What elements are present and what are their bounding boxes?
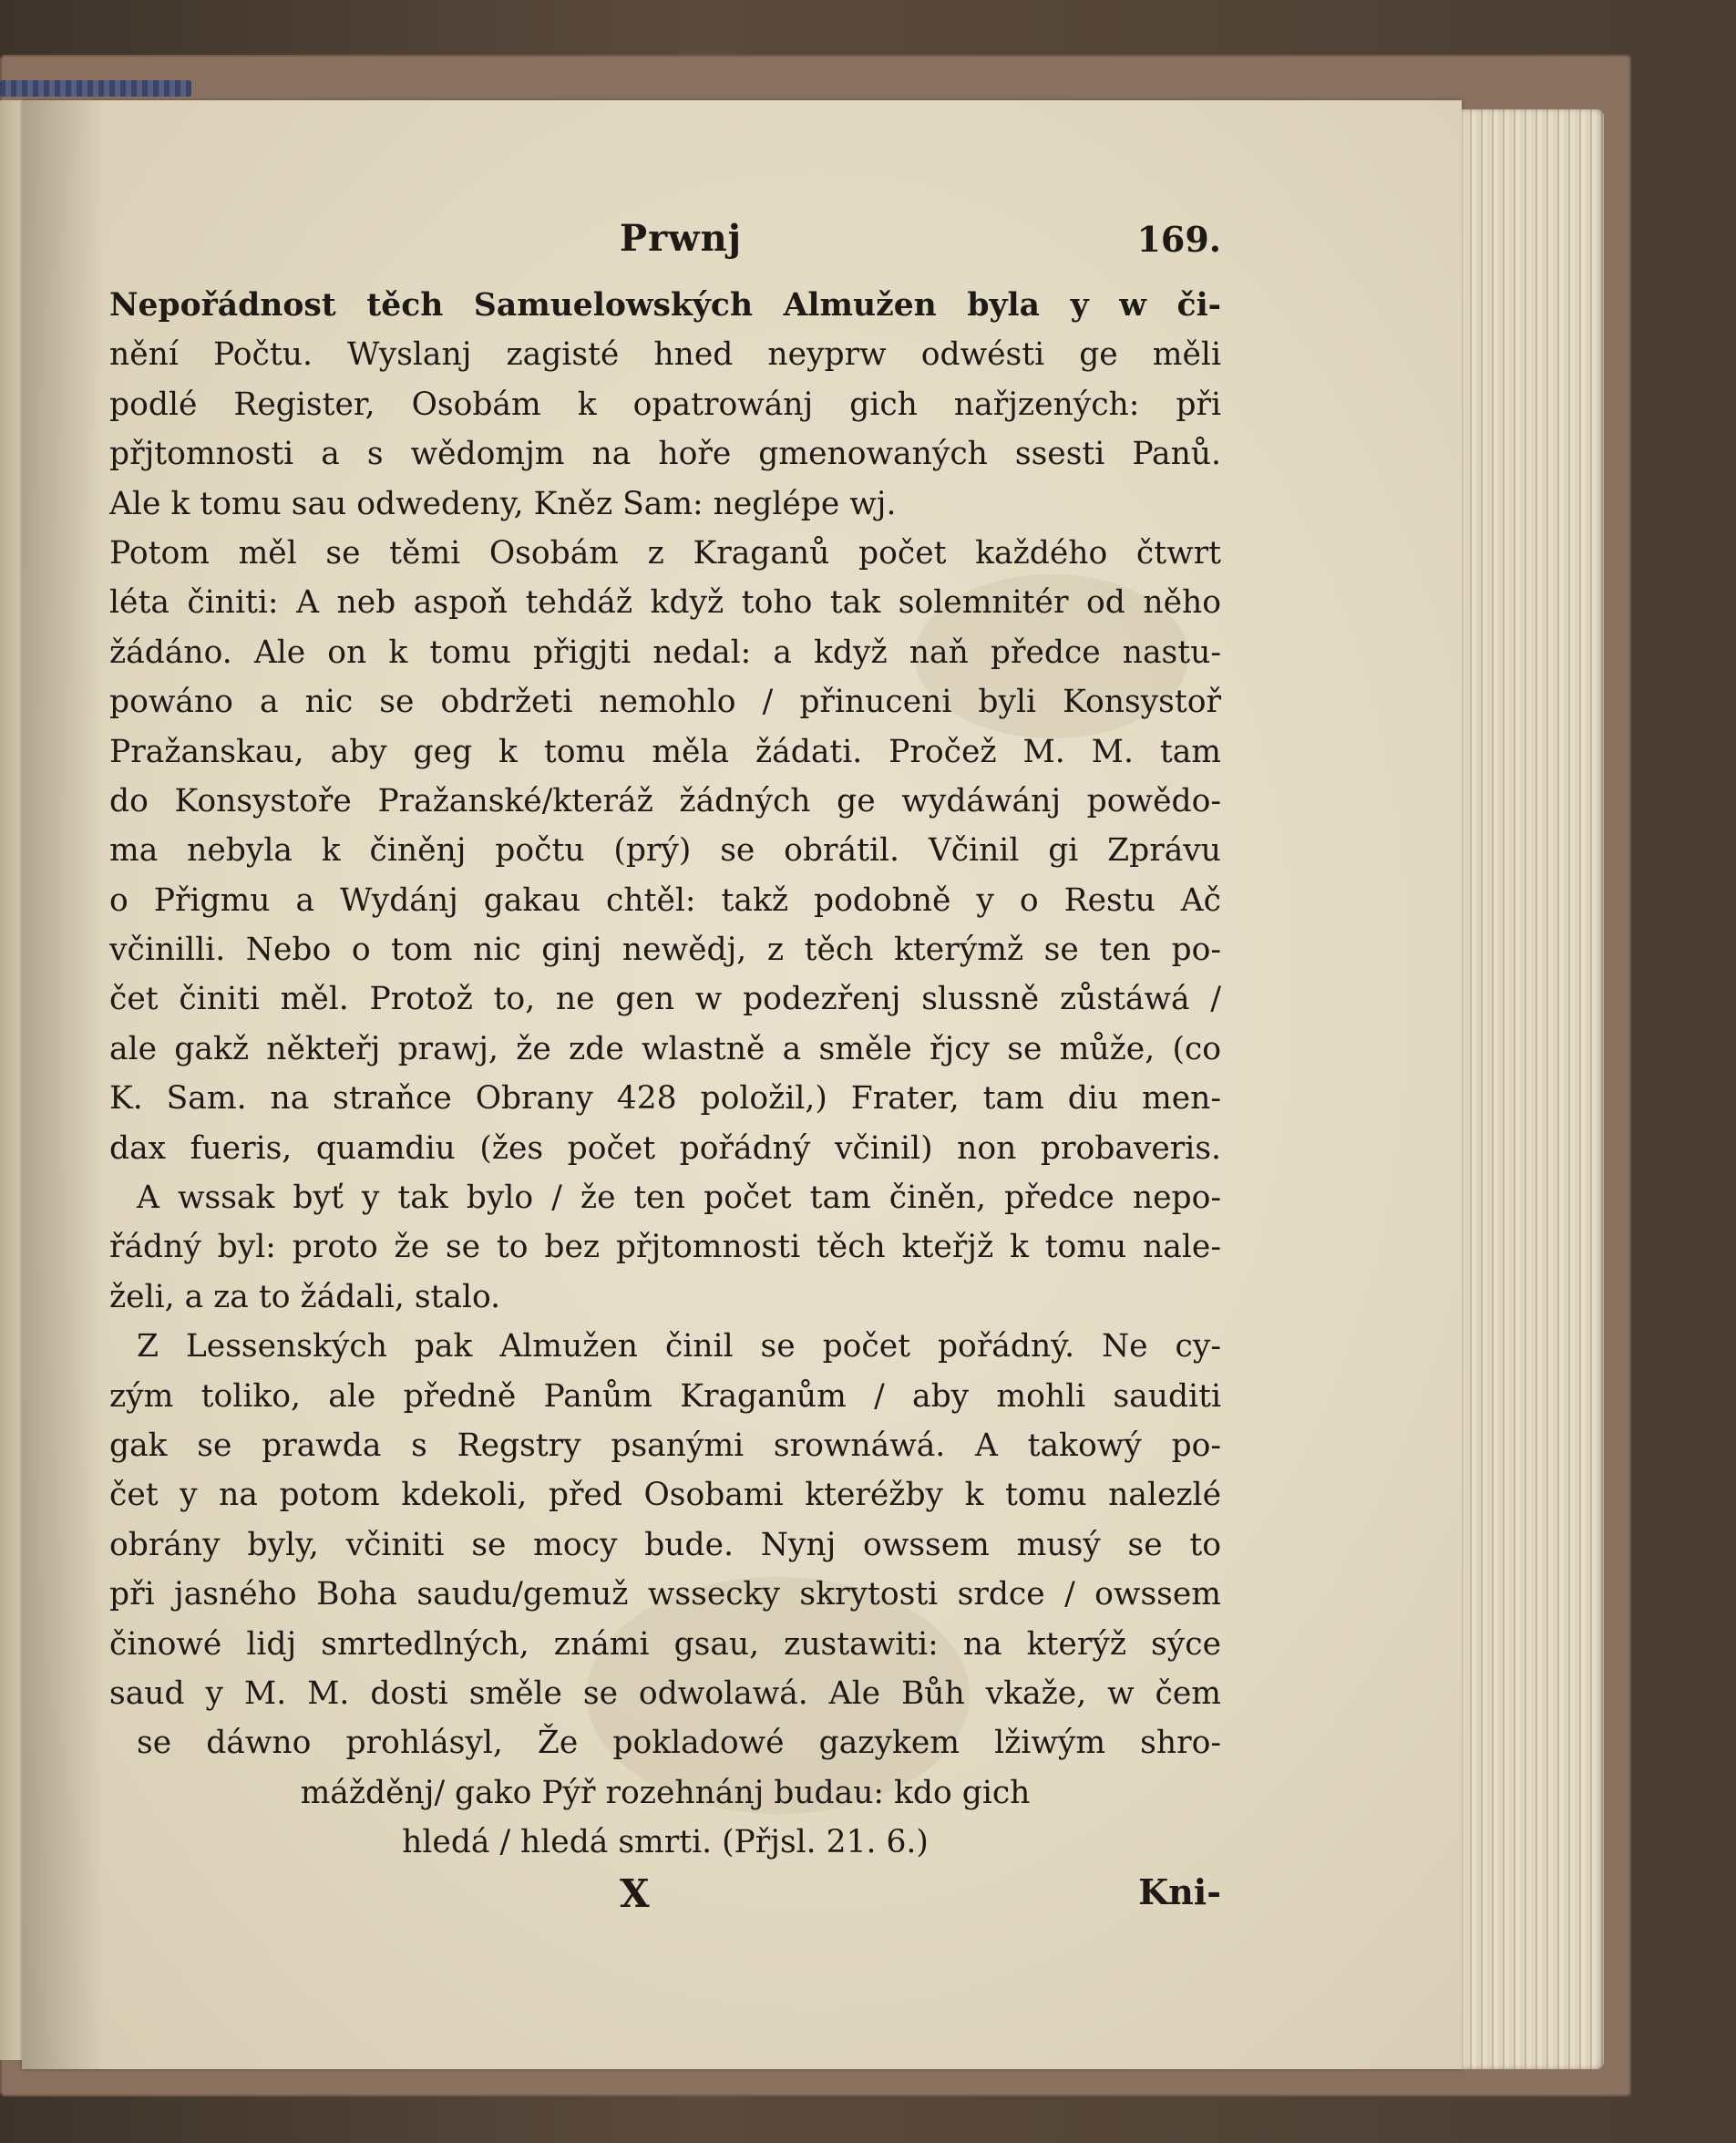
right-page (22, 100, 1462, 2069)
text-line: hledá / hledá smrti. (Přjsl. 21. 6.) (402, 1824, 929, 1861)
text-line: léta činiti: A neb aspoň tehdáž když toho tak solemnitér od něho (109, 584, 1221, 622)
page-footer (109, 1871, 1221, 1930)
text-line: Ale k tomu sau odwedeny, Kněz Sam: neglépe wj. (109, 485, 897, 522)
text-line: ma nebyla k činěnj počtu (prý) se obrátil. Včinil gi Zprávu (109, 832, 1221, 870)
text-line: ale gakž někteřj prawj, že zde wlastně a směle řjcy se může, (co (109, 1030, 1221, 1067)
text-line: zým toliko, ale předně Panům Kraganům / aby mohli sauditi (109, 1377, 1221, 1415)
text-line: Pražanskau, aby geg k tomu měla žádati. Pročež M. M. tam (109, 733, 1221, 770)
text-line: Nepořádnost těch Samuelowských Almužen byla y w či- (109, 287, 1221, 324)
text-line: přjtomnosti a s wědomjm na hoře gmenowaných ssesti Panů. (109, 436, 1221, 473)
text-line: včinilli. Nebo o tom nic ginj newědj, z těch kterýmž se ten po- (109, 932, 1221, 969)
text-line: se dáwno prohlásyl, Že pokladowé gazykem lžiwým shro- (137, 1725, 1221, 1762)
text-line: powáno a nic se obdržeti nemohlo / přinuceni byli Konsystoř (109, 684, 1221, 721)
text-line: činowé lidj smrtedlných, známi gsau, zustawiti: na kterýž sýce (109, 1625, 1221, 1663)
binding-thread (0, 80, 191, 97)
text-line: podlé Register, Osobám k opatrowánj gich nařjzených: při (109, 386, 1221, 423)
text-line: Potom měl se těmi Osobám z Kraganů počet každého čtwrt (109, 534, 1221, 572)
text-line: obrány byly, včiniti se mocy bude. Nynj owssem musý se to (109, 1526, 1221, 1563)
text-block (109, 217, 1221, 1930)
text-line: čet činiti měl. Protož to, ne gen w podezřenj slussně zůstáwá / (109, 981, 1221, 1018)
signature-mark: X (620, 1870, 650, 1916)
text-line: řádný byl: proto že se to bez přjtomnosti těch kteřjž k tomu nale- (109, 1229, 1221, 1266)
text-line: při jasného Boha saudu/gemuž wssecky skrytosti srdce / owssem (109, 1576, 1221, 1613)
text-line: Z Lessenských pak Almužen činil se počet pořádný. Ne cy- (137, 1328, 1221, 1365)
text-line: čet y na potom kdekoli, před Osobami kteréžby k tomu nalezlé (109, 1477, 1221, 1514)
gutter-shadow (22, 100, 104, 2069)
text-line: K. Sam. na straňce Obrany 428 položil,) Frater, tam diu men- (109, 1080, 1221, 1118)
text-line: mážděnj/ gako Pýř rozehnánj budau: kdo gich (300, 1774, 1031, 1811)
catchword: Kni- (1138, 1870, 1221, 1912)
page-number: 169. (1136, 219, 1221, 260)
text-line: želi, a za to žádali, stalo. (109, 1278, 501, 1315)
text-line: žádáno. Ale on k tomu přigjti nedal: a když naň předce nastu- (109, 634, 1221, 671)
text-line: saud y M. M. dosti směle se odwolawá. Ale Bůh vkaže, w čem (109, 1674, 1221, 1712)
text-line: o Přigmu a Wydánj gakau chtěl: takž podobně y o Restu Ač (109, 881, 1221, 919)
text-line: gak se prawda s Regstry psanými srownáwá. A takowý po- (109, 1427, 1221, 1464)
text-line: A wssak byť y tak bylo / že ten počet tam činěn, předce nepo- (137, 1180, 1221, 1217)
page-header (109, 217, 1221, 281)
running-head: Prwnj (620, 217, 743, 260)
text-line: dax fueris, quamdiu (žes počet pořádný včinil) non probaveris. (109, 1129, 1221, 1167)
text-line: nění Počtu. Wyslanj zagisté hned neyprw odwésti ge měli (109, 336, 1221, 374)
text-line: do Konsystoře Pražanské/kteráž žádných ge wydáwánj powědo- (109, 782, 1221, 819)
